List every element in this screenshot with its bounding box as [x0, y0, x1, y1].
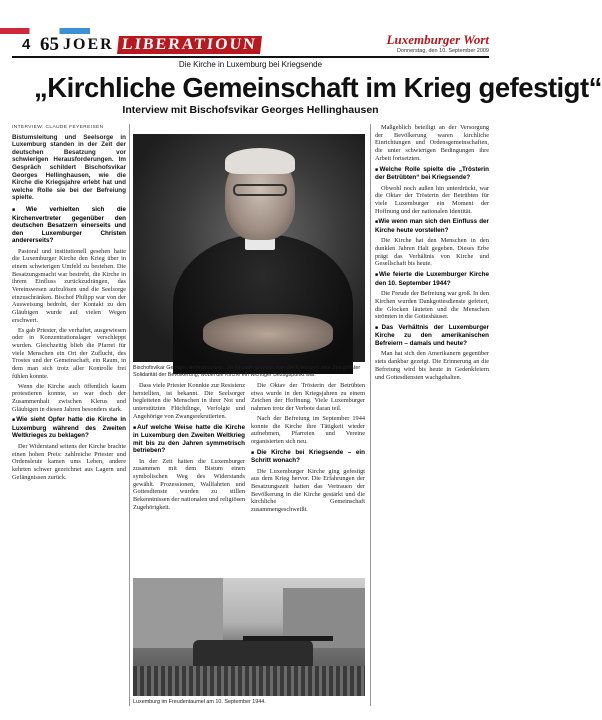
interview-question: ■ Wie sieht Opfer hatte die Kirche in Luxemburg während des Zweiten Weltkrieges zu beklagen? [12, 416, 126, 440]
banner-number: 65 [40, 34, 59, 55]
paragraph: Die Oktav der Trösterin der Betrübten etwa wurde in den Kriegsjahren zu einem Zeichen der Hoffnung. Viele Luxemburger nahmen trotz der Verbote daran teil. [251, 382, 365, 413]
portrait-photo [133, 134, 365, 362]
column-4-body [375, 124, 489, 381]
article-subhead: Interview mit Bischofsvikar Georges Hellinghausen [122, 104, 379, 116]
interview-question: ■ Das Verhältnis der Luxemburger Kirche zu den amerikanischen Befreiern – damals und heute? [375, 324, 489, 348]
paragraph: Nach der Befreiung im September 1944 konnte die Kirche ihre Tätigkeit wieder aufnehmen, Pfarreien und Vereine organisierten sich neu. [251, 414, 365, 445]
photo-crowd [133, 666, 365, 696]
paragraph: Die Kirche hat den Menschen in den dunklen Jahren Halt gegeben. Dieses Erbe prägt das Verhältnis von Kirche und Gesellschaft bis heute. [375, 237, 489, 268]
paragraph: Maßgeblich beteiligt an der Versorgung der Bevölkerung waren kirchliche Einrichtungen und Ordensgemeinschaften, die unter schwierigen Bedingungen ihre Arbeit fortsetzten. [375, 124, 489, 162]
paragraph: Obwohl noch außen hin unterdrückt, war die Oktav der Trösterin der Betrübten für viele Luxemburger ein Moment der Hoffnung und der nationalen Identität. [375, 184, 489, 215]
paragraph: Pastoral und institutionell gesehen hatte die Luxemburger Kirche den Krieg über in einem schwierigen Umfeld zu bestehen. Die Besatzungsmacht war bestrebt, die Kirche in ihrem Einfluss zurückzudrängen, das Vereinswesen aufzulösen und die Seelsorge einzuschränken. Bischof Philipp war von der Ausweisung bedroht, der Kontakt zu den Gläubigen wurde auf vielen Wegen erschwert. [12, 247, 126, 324]
liberation-photo [133, 578, 365, 696]
article-column-3 [251, 382, 365, 516]
interview-question: ■ Welche Rolle spielte die „Trösterin der Betrübten“ bei Kriegsende? [375, 166, 489, 182]
paragraph: Die Freude der Befreiung war groß. In den Kirchen wurden Dankgottesdienste gefeiert, die Glocken läuteten und die Menschen strömten in die Gotteshäuser. [375, 290, 489, 321]
interview-question: ■ Auf welche Weise hatte die Kirche in Luxemburg den Zweiten Weltkrieg mit bis zu den Jahren symmetrisch betrieben? [133, 424, 245, 455]
photo-figure-hands [203, 314, 333, 354]
issue-date: Donnerstag, den 10. September 2009 [396, 48, 489, 54]
interview-question: ■ Wie feierte die Luxemburger Kirche den 10. September 1944? [375, 271, 489, 287]
article-column-2 [133, 382, 245, 513]
paragraph: In der Zeit hatten die Luxemburger zusammen mit dem Bistum einen symbolischen Weg des Widerstands gewählt. Prozessionen, Wallfahrten und Gottesdienste wurden zu stillen Bekenntnissen der nationalen und religiösen Zugehörigkeit. [133, 457, 245, 511]
header-rule [12, 56, 489, 58]
article-column-1 [12, 124, 126, 483]
banner-word: JOER [63, 36, 114, 53]
page-number: 4 [22, 36, 31, 53]
paragraph: Der Widerstand seitens der Kirche brachte einen hohen Preis: zahlreiche Priester und Ordensleute kamen ums Leben, andere kehrten schwer gezeichnet aus Lagern und Gefängnissen zurück. [12, 442, 126, 481]
interview-byline: INTERVIEW: CLAUDE FEYEREISEN [12, 125, 104, 130]
article-kicker: Die Kirche in Luxemburg bei Kriegsende [178, 60, 323, 69]
paragraph: Es gab Priester, die verhaftet, ausgewiesen oder in Konzentrationslager verschleppt wurden. Gleichzeitig blieb die Pfarrei für viele Menschen ein Ort der Zuflucht, des Trostes und der Gemeinschaft, ein Raum, in dem man sich trotz aller Kontrolle frei fühlen konnte. [12, 326, 126, 380]
page-header [0, 0, 501, 55]
column-divider [129, 124, 130, 706]
paper-name: Luxemburger Wort [386, 32, 489, 47]
photo-figure-glasses [233, 184, 287, 196]
photo-building-left [133, 578, 223, 648]
column-2-body [133, 382, 245, 511]
photo-tank-gun [243, 636, 333, 641]
interview-question: ■ Die Kirche bei Kriegsende – ein Schritt wonach? [251, 449, 365, 465]
column-3-body [251, 382, 365, 514]
liberation-caption: Luxemburg im Freudentaumel am 10. September 1944. [133, 699, 266, 705]
portrait-caption: Bischofsvikar Georges Hellinghausen: „Im Grunde gewann man die Kriegszeit eine Zeit größter Solidarität der Bevölkerung, wobei die Kirche ein wichtiger Bezugspunkt war.“ [133, 365, 361, 378]
photo-figure-hair [225, 148, 295, 174]
interview-question: ■ Wie verhielten sich die Kirchenvertreter gegenüber den deutschen Besatzern einerseits und den Luxemburger Christen andererseits? [12, 206, 126, 245]
interview-question: ■ Wie wenn man sich den Einfluss der Kirche heute vorstellen? [375, 218, 489, 234]
article-headline: „Kirchliche Gemeinschaft im Krieg gefestigt“ [34, 72, 602, 103]
masthead [387, 32, 489, 54]
banner-highlight: LIBERATIOUN [117, 36, 262, 54]
paragraph: Wenn die Kirche auch öffentlich kaum protestieren konnte, so war doch der Zusammenhalt zwischen Klerus und Gläubigen in diesen Jahren besonders stark. [12, 382, 126, 413]
anniversary-banner [40, 34, 260, 56]
paragraph: Die Luxemburger Kirche ging gefestigt aus dem Krieg hervor. Die Erfahrungen der Besatzungszeit hatten das Vertrauen der Bevölkerung in die Kirche gestärkt und die kirchliche Gemeinschaft zusammengeschweißt. [251, 467, 365, 514]
article-column-4 [375, 124, 489, 383]
paragraph: Man hat sich den Amerikanern gegenüber stets dankbar gezeigt. Die Erinnerung an die Befreiung wird bis heute in Gedenkfeiern und Gottesdiensten wachgehalten. [375, 350, 489, 381]
column-divider [370, 124, 371, 706]
column-1-body [12, 206, 126, 481]
article-lead: Bistumsleitung und Seelsorge in Luxemburg standen in der Zeit der deutschen Besatzung vor schwierigen Herausforderungen. Im Gespräch schildert Bischofsvikar Georges Hellinghausen, wie die Kirche die Kriegsjahre erlebt hat und welche Rolle sie bei der Befreiung spielte. [12, 133, 126, 202]
paragraph: Dass viele Priester Konnkte zur Resistenz herstellten, ist bekannt. Die Seelsorger begleiteten die Menschen in ihrer Not und unterstützten Flüchtlinge, Verfolgte und Angehörige von Zwangsrekrutierten. [133, 382, 245, 420]
